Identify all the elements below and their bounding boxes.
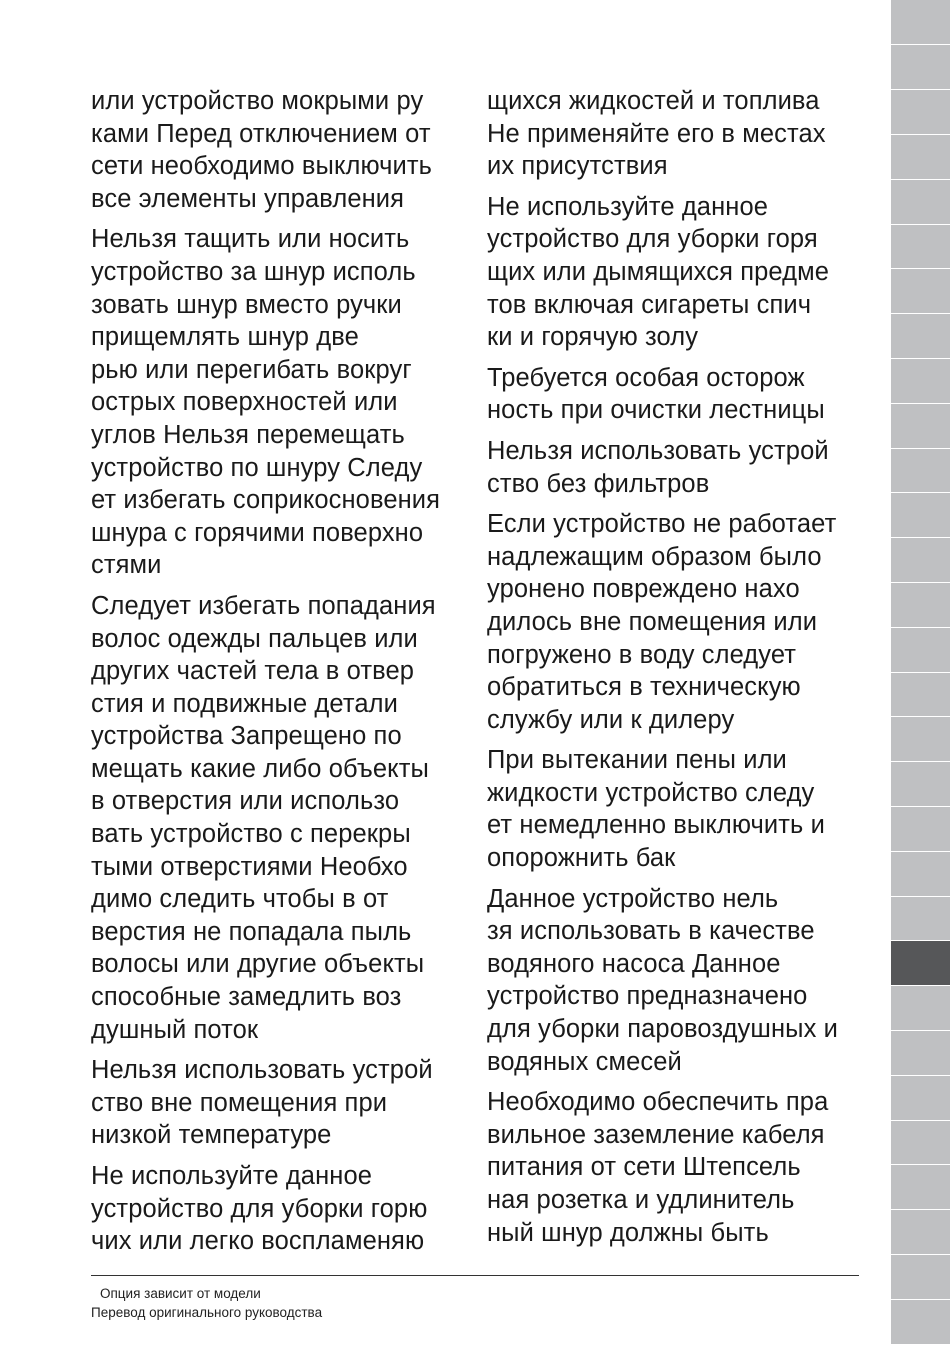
text-line: ная розетка и удлинитель: [487, 1186, 795, 1214]
text-line: ство без фильтров: [487, 469, 710, 498]
text-line: мещать какие либо объекты: [91, 754, 429, 783]
text-line: острых поверхностей или: [91, 388, 398, 417]
text-line: службу или к дилеру: [487, 705, 735, 734]
text-line: способные замедлить воз: [91, 983, 402, 1012]
text-line: все элементы управления: [91, 184, 405, 213]
side-tab: [891, 538, 950, 583]
side-tab: [891, 583, 950, 628]
side-tab-strip: [891, 0, 950, 1344]
text-line: ки и горячую золу: [487, 323, 699, 352]
text-line: Нельзя использовать устрой: [487, 436, 829, 465]
text-line: жидкости устройство следу: [487, 778, 815, 807]
text-line: Не используйте данное: [91, 1162, 373, 1190]
side-tab: [891, 404, 950, 449]
paragraph: [91, 223, 471, 582]
text-line: шнура с горячими поверхно: [91, 518, 424, 547]
side-tab: [891, 225, 950, 270]
side-tab: [891, 673, 950, 718]
side-tab: [891, 1, 950, 46]
text-line: ный шнур должны быть: [487, 1218, 769, 1247]
text-line: Не используйте данное: [487, 192, 769, 221]
text-line: рью или перегибать вокруг: [91, 355, 412, 384]
text-line: Если устройство не работает: [487, 510, 837, 539]
paragraph: [91, 590, 471, 1046]
footer-divider: [91, 1275, 859, 1276]
footer-option-note: Опция зависит от модели: [100, 1286, 261, 1301]
text-line: вильное заземление кабеля: [487, 1120, 825, 1149]
paragraph: [91, 1160, 471, 1258]
side-tab: [891, 897, 950, 942]
text-line: Требуется особая осторож: [487, 363, 805, 392]
text-line: димо следить чтобы в от: [91, 885, 389, 914]
text-line: волосы или другие объекты: [91, 950, 425, 979]
left-text-column: [91, 85, 471, 1266]
text-line: зовать шнур вместо ручки: [91, 290, 402, 319]
text-line: щихся жидкостей и топлива: [487, 87, 820, 115]
text-line: дилось вне помещения или: [487, 607, 818, 636]
paragraph: [487, 362, 877, 427]
text-line: водяных смесей: [487, 1047, 682, 1076]
text-line: устройство по шнуру Следу: [91, 453, 423, 482]
paragraph: [91, 85, 471, 215]
text-line: верстия не попадала пыль: [91, 917, 412, 946]
side-tab: [891, 852, 950, 897]
text-line: прищемлять шнур две: [91, 323, 359, 352]
text-line: устройства Запрещено по: [91, 722, 402, 751]
side-tab: [891, 180, 950, 225]
text-line: их присутствия: [487, 152, 668, 181]
text-line: углов Нельзя перемещать: [91, 420, 405, 449]
side-tab: [891, 1255, 950, 1300]
text-line: ность при очистки лестницы: [487, 396, 825, 425]
side-tab: [891, 628, 950, 673]
footer-translation-note: Перевод оригинального руководства: [91, 1305, 323, 1320]
text-line: стями: [91, 551, 162, 580]
paragraph: [487, 508, 877, 736]
text-line: устройство для уборки горю: [91, 1194, 428, 1223]
paragraph: [487, 1086, 877, 1249]
side-tab-active: [891, 941, 950, 986]
side-tab: [891, 269, 950, 314]
text-line: погружено в воду следует: [487, 640, 797, 669]
text-line: Не применяйте его в местах: [487, 119, 826, 148]
text-line: сети необходимо выключить: [91, 152, 433, 181]
side-tab: [891, 762, 950, 807]
text-line: вать устройство с перекры: [91, 820, 411, 849]
side-tab: [891, 807, 950, 852]
text-line: щих или дымящихся предме: [487, 257, 829, 286]
side-tab: [891, 1210, 950, 1255]
text-line: душный поток: [91, 1015, 259, 1044]
text-line: опорожнить бак: [487, 844, 676, 873]
text-line: обратиться в техническую: [487, 673, 801, 702]
text-line: или устройство мокрыми ру: [91, 87, 424, 115]
text-line: Данное устройство нель: [487, 884, 779, 913]
text-line: водяного насоса Данное: [487, 949, 781, 978]
text-line: тыми отверстиями Необхо: [91, 852, 408, 881]
side-tab: [891, 90, 950, 135]
side-tab: [891, 449, 950, 494]
text-line: ство вне помещения при: [91, 1088, 388, 1117]
paragraph: [487, 191, 877, 354]
side-tab: [891, 986, 950, 1031]
footer: [91, 1284, 322, 1322]
paragraph: [487, 435, 877, 500]
side-tab: [891, 493, 950, 538]
side-tab: [891, 1165, 950, 1210]
side-tab: [891, 45, 950, 90]
text-line: стия и подвижные детали: [91, 689, 398, 718]
side-tab: [891, 1121, 950, 1166]
text-line: для уборки паровоздушных и: [487, 1015, 838, 1044]
side-tab: [891, 314, 950, 359]
side-tab: [891, 717, 950, 762]
side-tab: [891, 359, 950, 404]
text-line: Необходимо обеспечить пра: [487, 1088, 829, 1117]
side-tab: [891, 1300, 950, 1345]
text-line: При вытекании пены или: [487, 746, 787, 775]
paragraph: [487, 883, 877, 1079]
right-text-column: [487, 85, 877, 1257]
side-tab: [891, 1076, 950, 1121]
paragraph: [487, 85, 877, 183]
text-line: ет избегать соприкосновения: [91, 486, 441, 515]
text-line: в отверстия или использо: [91, 787, 400, 816]
text-line: волос одежды пальцев или: [91, 624, 418, 653]
text-line: устройство предназначено: [487, 982, 808, 1011]
paragraph: [91, 1054, 471, 1152]
text-line: Нельзя тащить или носить: [91, 225, 410, 254]
text-line: питания от сети Штепсель: [487, 1153, 801, 1182]
paragraph: [487, 744, 877, 874]
text-line: тов включая сигареты спич: [487, 290, 812, 319]
text-line: устройство для уборки горя: [487, 225, 818, 254]
text-line: уронено повреждено нахо: [487, 575, 800, 604]
side-tab: [891, 135, 950, 180]
text-line: устройство за шнур исполь: [91, 257, 416, 286]
text-line: чих или легко воспламеняю: [91, 1227, 425, 1256]
text-line: ет немедленно выключить и: [487, 811, 825, 840]
text-line: других частей тела в отвер: [91, 657, 415, 686]
text-line: надлежащим образом было: [487, 542, 822, 571]
text-line: Следует избегать попадания: [91, 591, 436, 620]
text-line: ками Перед отключением от: [91, 119, 431, 148]
text-line: зя использовать в качестве: [487, 917, 815, 946]
text-line: низкой температуре: [91, 1121, 332, 1150]
text-line: Нельзя использовать устрой: [91, 1056, 433, 1085]
side-tab: [891, 1031, 950, 1076]
